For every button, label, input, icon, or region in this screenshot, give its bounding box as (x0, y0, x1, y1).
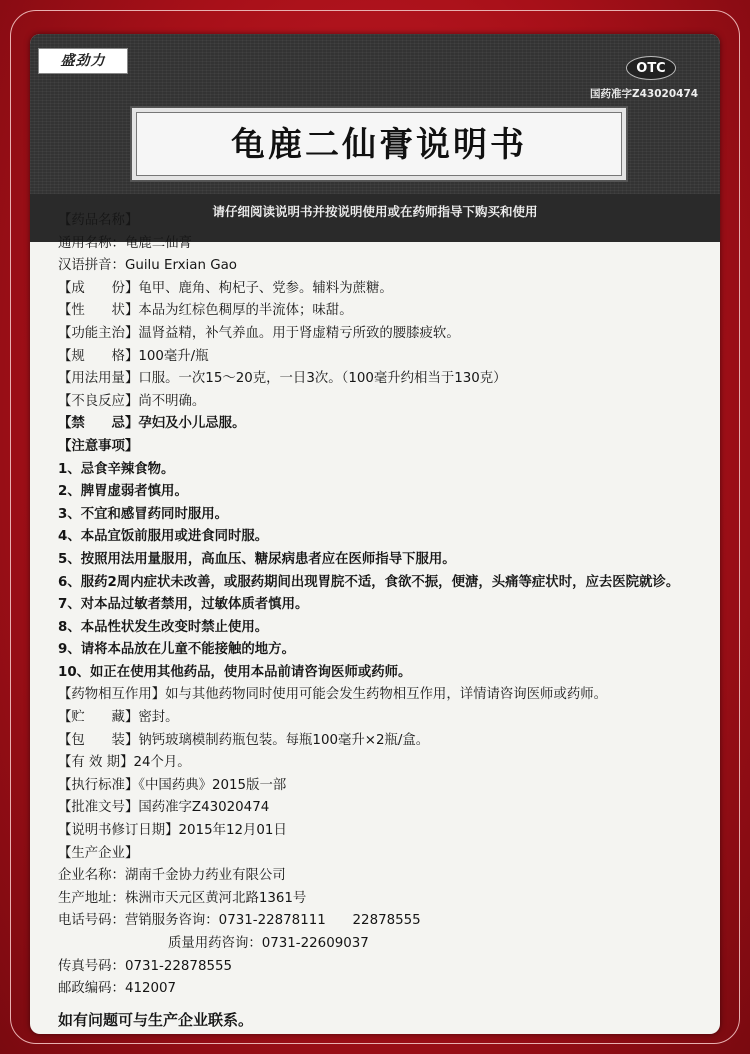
company-name: 企业名称：湖南千金协力药业有限公司 (58, 868, 286, 884)
drug-interactions: 【药物相互作用】如与其他药物同时使用可能会发生药物相互作用，详情请咨询医师或药师。 (58, 687, 608, 703)
company-address: 生产地址：株洲市天元区黄河北路1361号 (58, 890, 307, 906)
precaution-item: 6、服药2周内症状未改善，或服药期间出现胃脘不适，食欲不振，便溏，头痛等症状时，应去医院就诊。 (58, 574, 680, 590)
title-box (130, 106, 628, 182)
precaution-item: 7、对本品过敏者禁用，过敏体质者慎用。 (58, 597, 309, 613)
brand-logo: 盛劲力 (38, 48, 128, 74)
precaution-item: 4、本品宜饭前服用或进食同时服。 (58, 529, 269, 545)
packaging: 【包 装】钠钙玻璃模制药瓶包装。每瓶100毫升×2瓶/盒。 (58, 732, 430, 748)
approval-number: 国药准字Z43020474 (590, 88, 699, 100)
shelf-life: 【有 效 期】24个月。 (58, 755, 191, 771)
leaflet-body (58, 210, 688, 1031)
section-drug-name: 【药品名称】 (58, 213, 139, 228)
section-manufacturer: 【生产企业】 (58, 845, 139, 861)
precaution-item: 1、忌食辛辣食物。 (58, 461, 175, 477)
adverse-reactions: 【不良反应】尚不明确。 (58, 393, 206, 409)
phone-sales: 电话号码：营销服务咨询：0731-22878111 22878555 (58, 913, 421, 929)
ingredients: 【成 份】龟甲、鹿角、枸杞子、党参。辅料为蔗糖。 (58, 280, 393, 296)
properties: 【性 状】本品为红棕色稠厚的半流体；味甜。 (58, 303, 353, 319)
revision-date: 【说明书修订日期】2015年12月01日 (58, 823, 287, 839)
precaution-item: 5、按照用法用量服用，高血压、糖尿病患者应在医师指导下服用。 (58, 551, 456, 567)
fax-number: 传真号码：0731-22878555 (58, 958, 233, 974)
section-precautions: 【注意事项】 (58, 438, 139, 454)
standard: 【执行标准】《中国药典》2015版一部 (58, 777, 287, 793)
pinyin-name: 汉语拼音：Guilu Erxian Gao (58, 258, 237, 274)
leaflet-title: 龟鹿二仙膏说明书 (231, 125, 527, 165)
precaution-item: 9、请将本品放在儿童不能接触的地方。 (58, 642, 295, 658)
precaution-item: 8、本品性状发生改变时禁止使用。 (58, 619, 269, 635)
leaflet-subtitle: 请仔细阅读说明书并按说明使用或在药师指导下购买和使用 (212, 204, 538, 219)
precaution-item: 2、脾胃虚弱者慎用。 (58, 484, 188, 500)
storage: 【贮 藏】密封。 (58, 710, 179, 726)
precaution-item: 10、如正在使用其他药品，使用本品前请咨询医师或药师。 (58, 664, 412, 680)
postal-code: 邮政编码：412007 (58, 981, 177, 997)
generic-name: 通用名称：龟鹿二仙膏 (58, 235, 192, 251)
dosage: 【用法用量】口服。一次15～20克，一日3次。（100毫升约相当于130克） (58, 371, 507, 387)
contact-note: 如有问题可与生产企业联系。 (58, 1010, 254, 1029)
contraindications: 【禁 忌】孕妇及小儿忌服。 (58, 416, 246, 432)
indications: 【功能主治】温肾益精，补气养血。用于肾虚精亏所致的腰膝疲软。 (58, 325, 460, 341)
otc-badge: OTC (626, 56, 676, 80)
approval-line: 【批准文号】国药准字Z43020474 (58, 800, 270, 816)
phone-quality: 质量用药咨询：0731-22609037 (168, 936, 369, 951)
specification: 【规 格】100毫升/瓶 (58, 348, 209, 364)
precaution-item: 3、不宜和感冒药同时服用。 (58, 506, 229, 522)
